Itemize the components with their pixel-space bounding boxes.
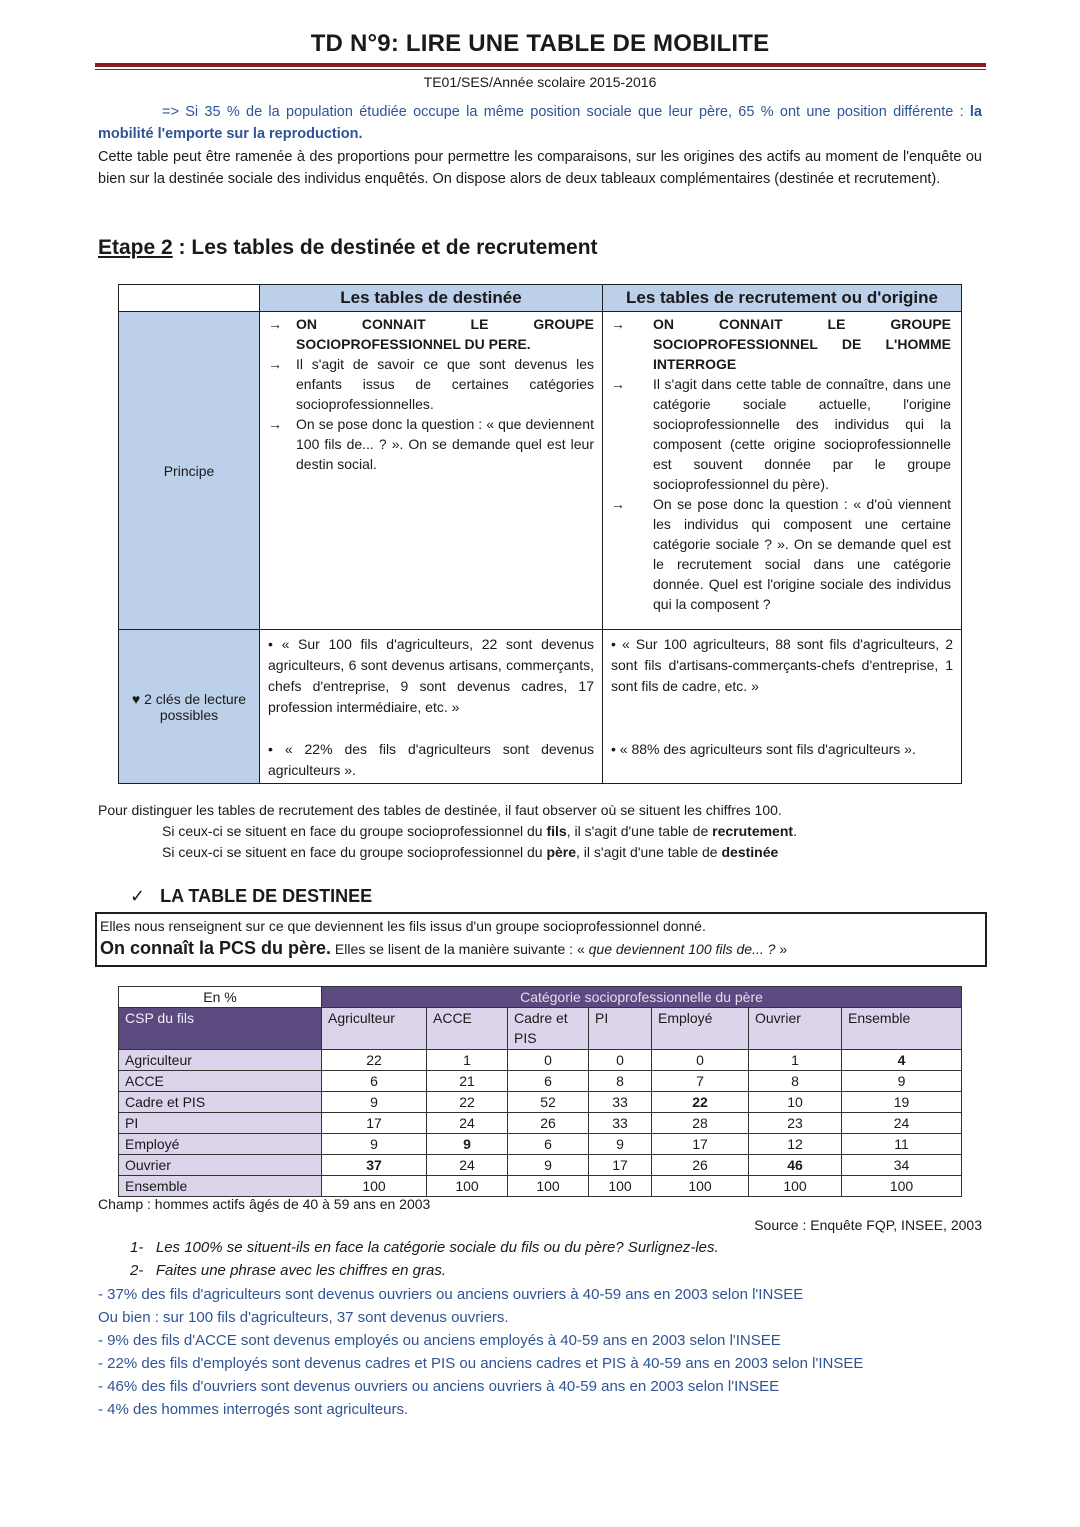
row-cles-label: ♥ 2 clés de lecture possibles xyxy=(119,630,260,784)
answer-line: Ou bien : sur 100 fils d'agriculteurs, 37 sont devenus ouvriers. xyxy=(98,1309,509,1326)
intro-conclusion xyxy=(98,101,982,145)
table-cell: 22 xyxy=(427,1092,508,1113)
note-line-1: Pour distinguer les tables de recrutement des tables de destinée, il faut observer où se situent les chiffres 100. xyxy=(98,802,782,818)
answers-block xyxy=(98,1283,863,1421)
recrutement-principe-cell xyxy=(603,312,962,630)
table-cell: 23 xyxy=(749,1113,842,1134)
table-cell: 22 xyxy=(652,1092,749,1113)
answer-line: - 9% des fils d'ACCE sont devenus employés ou anciens employés à 40-59 ans en 2003 selon l'INSEE xyxy=(98,1332,781,1349)
col-header: Cadre et PIS xyxy=(508,1008,589,1050)
table-cell: 19 xyxy=(842,1092,962,1113)
destinee-cle-2: • « 22% des fils d'agriculteurs sont devenus agriculteurs ». xyxy=(268,741,595,778)
intro-paragraph: Cette table peut être ramenée à des proportions pour permettre les comparaisons, sur les origines des actifs au moment de l'enquête ou bien sur la destinée sociale des individus enquêtés. On dispose alors de deux tableaux complémentaires (destinée et recrutement). xyxy=(98,149,982,187)
destinee-item xyxy=(268,354,594,414)
table-row xyxy=(119,1176,962,1197)
question-2-text: Faites une phrase avec les chiffres en gras. xyxy=(155,1262,447,1279)
table-row xyxy=(119,1092,962,1113)
box-line-2-rest: Elles se lisent de la manière suivante : « xyxy=(331,941,589,957)
table-cell: 6 xyxy=(508,1134,589,1155)
row-principe-label: Principe xyxy=(119,312,260,630)
check-icon: ✓ xyxy=(130,886,146,906)
table-cell: 24 xyxy=(427,1113,508,1134)
row-label: Employé xyxy=(119,1134,322,1155)
table-cell: 9 xyxy=(322,1134,427,1155)
table-cell: 0 xyxy=(652,1050,749,1071)
champ-note: Champ : hommes actifs âgés de 40 à 59 ans en 2003 xyxy=(98,1196,431,1212)
section-heading xyxy=(130,886,372,907)
recrutement-item xyxy=(611,314,951,374)
table-cell: 7 xyxy=(652,1071,749,1092)
note-2-e: . xyxy=(793,823,797,839)
note-line-2 xyxy=(162,821,797,842)
table-row xyxy=(119,1134,962,1155)
dt-top-row xyxy=(119,987,962,1008)
box-line-2-end: » xyxy=(775,941,788,957)
box-line-2 xyxy=(97,936,985,961)
arrow-icon: → xyxy=(611,376,625,392)
col-header: Employé xyxy=(652,1008,749,1050)
question-2 xyxy=(130,1262,446,1279)
table-cell: 10 xyxy=(749,1092,842,1113)
table-cell: 9 xyxy=(589,1134,652,1155)
box-line-2-italic: que deviennent 100 fils de... ? xyxy=(588,941,776,957)
question-1-num: 1- xyxy=(130,1239,144,1256)
table-cell: 26 xyxy=(508,1113,589,1134)
table-cell: 0 xyxy=(589,1050,652,1071)
table-cell: 26 xyxy=(652,1155,749,1176)
table-cell: 8 xyxy=(589,1071,652,1092)
empty-corner-cell xyxy=(119,285,260,312)
recrutement-item xyxy=(611,494,951,614)
table-cell: 17 xyxy=(322,1113,427,1134)
col-header: ACCE xyxy=(427,1008,508,1050)
col-header: Ensemble xyxy=(842,1008,962,1050)
table-cell: 100 xyxy=(427,1176,508,1197)
title-rule-thin xyxy=(95,69,986,70)
destinee-item xyxy=(268,314,594,354)
arrow-icon: → xyxy=(611,496,625,512)
page-subtitle: TE01/SES/Année scolaire 2015-2016 xyxy=(423,74,657,90)
row-label: ACCE xyxy=(119,1071,322,1092)
table-row xyxy=(119,1050,962,1071)
comparison-table xyxy=(118,284,962,784)
recrutement-cles-cell xyxy=(603,630,962,784)
answer-line: - 46% des fils d'ouvriers sont devenus ouvriers ou anciens ouvriers à 40-59 ans en 2003 selon l'INSEE xyxy=(98,1378,780,1395)
table-cell: 9 xyxy=(842,1071,962,1092)
table-cell: 6 xyxy=(508,1071,589,1092)
table-cell: 100 xyxy=(842,1176,962,1197)
note-2-d: recrutement xyxy=(712,823,794,839)
intro-line1-bold: la mobilité l'emporte sur la reproduction. xyxy=(98,104,982,142)
recrutement-item-text: Il s'agit dans cette table de connaître, dans une catégorie sociale actuelle, l'origine socioprofessionnelle des individus qui la composent (cette origine socioprofessionnelle est souvent donnée par le groupe socioprofessionnel du père). xyxy=(653,376,951,492)
destinee-cle-1-text: « Sur 100 fils d'agriculteurs, 22 sont devenus agriculteurs, 6 sont devenus artisans, commerçants, chefs d'entreprise, 9 sont devenus cadres, 17 profession intermédiaire, etc. » xyxy=(268,636,594,715)
destinee-table xyxy=(118,986,962,1197)
row-cles xyxy=(119,630,962,784)
arrow-icon: → xyxy=(268,316,282,332)
intro-line1: => Si 35 % de la population étudiée occupe la même position sociale que leur père, 65 % ont une position différente : xyxy=(162,104,970,120)
table-cell: 8 xyxy=(749,1071,842,1092)
col-header: Agriculteur xyxy=(322,1008,427,1050)
etape-label: Etape 2 xyxy=(98,236,173,259)
row-label: Ouvrier xyxy=(119,1155,322,1176)
table-cell: 52 xyxy=(508,1092,589,1113)
col-header: Ouvrier xyxy=(749,1008,842,1050)
arrow-icon: → xyxy=(268,356,282,372)
note-3-d: destinée xyxy=(721,844,779,860)
col-header: PI xyxy=(589,1008,652,1050)
destinee-item-text: On se pose donc la question : « que deviennent 100 fils de... ? ». On se demande quel est leur destin social. xyxy=(296,416,594,472)
row-principe xyxy=(119,312,962,630)
row-label: Agriculteur xyxy=(119,1050,322,1071)
destinee-cle-2-text: « 22% des fils d'agriculteurs sont devenus agriculteurs ». xyxy=(268,741,595,778)
answer-line: - 4% des hommes interrogés sont agriculteurs. xyxy=(98,1401,409,1418)
etape-heading xyxy=(98,236,598,260)
table-cell: 37 xyxy=(322,1155,427,1176)
recrutement-cle-1: • « Sur 100 agriculteurs, 88 sont fils d'agriculteurs, 2 sont fils d'artisans-commerçants-chefs d'entreprise, 1 sont fils de cadre, etc. » xyxy=(611,636,953,694)
table-cell: 100 xyxy=(508,1176,589,1197)
destinee-item xyxy=(268,414,594,474)
dt-body xyxy=(119,1050,962,1197)
note-3-b: père xyxy=(546,844,577,860)
question-2-num: 2- xyxy=(130,1262,144,1279)
title-rule-thick xyxy=(95,63,986,67)
dt-column-header-row xyxy=(119,1008,962,1050)
unit-cell: En % xyxy=(119,987,322,1008)
note-2-b: fils xyxy=(546,823,567,839)
table-cell: 17 xyxy=(589,1155,652,1176)
row-label: Cadre et PIS xyxy=(119,1092,322,1113)
recrutement-item xyxy=(611,374,951,494)
section-label: LA TABLE DE DESTINEE xyxy=(160,886,373,906)
destinee-principe-cell xyxy=(260,312,603,630)
row-label: PI xyxy=(119,1113,322,1134)
table-cell: 11 xyxy=(842,1134,962,1155)
recrutement-cle-1-text: « Sur 100 agriculteurs, 88 sont fils d'agriculteurs, 2 sont fils d'artisans-commerçants-chefs d'entreprise, 1 sont fils de cadre, etc. » xyxy=(611,636,953,694)
arrow-icon: → xyxy=(268,416,282,432)
group-header: Catégorie socioprofessionnelle du père xyxy=(322,987,962,1008)
col-destinee: Les tables de destinée xyxy=(260,285,603,312)
table-cell: 12 xyxy=(749,1134,842,1155)
table-cell: 100 xyxy=(652,1176,749,1197)
row-header: CSP du fils xyxy=(119,1008,322,1050)
table-cell: 24 xyxy=(427,1155,508,1176)
table-cell: 1 xyxy=(749,1050,842,1071)
answer-line: - 22% des fils d'employés sont devenus cadres et PIS ou anciens cadres et PIS à 40-59 ans en 2003 selon l'INSEE xyxy=(98,1355,864,1372)
box-line-2-bold: On connaît la PCS du père. xyxy=(100,938,332,958)
table-cell: 100 xyxy=(589,1176,652,1197)
table-cell: 28 xyxy=(652,1113,749,1134)
destinee-item-text: ON CONNAIT LE GROUPE SOCIOPROFESSIONNEL DU PERE. xyxy=(296,316,594,352)
recrutement-cle-2: • « 88% des agriculteurs sont fils d'agriculteurs ». xyxy=(611,741,916,757)
recrutement-cle-2-text: « 88% des agriculteurs sont fils d'agriculteurs ». xyxy=(619,741,916,757)
table-cell: 34 xyxy=(842,1155,962,1176)
answer-line: - 37% des fils d'agriculteurs sont devenus ouvriers ou anciens ouvriers à 40-59 ans en 2003 selon l'INSEE xyxy=(98,1286,804,1303)
table-cell: 6 xyxy=(322,1071,427,1092)
table-cell: 0 xyxy=(508,1050,589,1071)
table-cell: 9 xyxy=(427,1134,508,1155)
table-cell: 22 xyxy=(322,1050,427,1071)
note-line-3 xyxy=(162,842,778,863)
page-title: TD N°9: LIRE UNE TABLE DE MOBILITE xyxy=(310,30,770,57)
table-cell: 4 xyxy=(842,1050,962,1071)
note-2-a: Si ceux-ci se situent en face du groupe socioprofessionnel du xyxy=(162,823,547,839)
table-row xyxy=(119,1071,962,1092)
arrow-icon: → xyxy=(611,316,625,332)
comparison-header-row xyxy=(119,285,962,312)
source-note: Source : Enquête FQP, INSEE, 2003 xyxy=(754,1217,982,1233)
table-cell: 100 xyxy=(749,1176,842,1197)
table-cell: 100 xyxy=(322,1176,427,1197)
note-3-a: Si ceux-ci se situent en face du groupe socioprofessionnel du xyxy=(162,844,547,860)
table-cell: 9 xyxy=(322,1092,427,1113)
table-cell: 21 xyxy=(427,1071,508,1092)
table-cell: 33 xyxy=(589,1113,652,1134)
box-line-1: Elles nous renseignent sur ce que deviennent les fils issus d'un groupe socioprofessionnel donné. xyxy=(100,918,706,934)
recrutement-item-text: ON CONNAIT LE GROUPE SOCIOPROFESSIONNEL DE L'HOMME INTERROGE xyxy=(653,316,951,372)
table-cell: 9 xyxy=(508,1155,589,1176)
destinee-cle-1: • « Sur 100 fils d'agriculteurs, 22 sont devenus agriculteurs, 6 sont devenus artisans, commerçants, chefs d'entreprise, 9 sont devenus cadres, 17 profession intermédiaire, etc. » xyxy=(268,636,594,715)
col-recrutement: Les tables de recrutement ou d'origine xyxy=(603,285,962,312)
table-row xyxy=(119,1155,962,1176)
destinee-cles-cell xyxy=(260,630,603,784)
question-1 xyxy=(130,1239,719,1256)
recrutement-item-text: On se pose donc la question : « d'où viennent les individus qui composent une certaine catégorie sociale ? ». On se demande quel est le recrutement social dans une catégorie donnée. Quel est l'origine sociale des individus qui la composent ? xyxy=(653,496,951,612)
definition-box xyxy=(95,912,987,967)
table-cell: 1 xyxy=(427,1050,508,1071)
table-cell: 24 xyxy=(842,1113,962,1134)
etape-title: : Les tables de destinée et de recrutement xyxy=(172,236,598,259)
note-3-c: , il s'agit d'une table de xyxy=(576,844,722,860)
question-1-text: Les 100% se situent-ils en face la catégorie sociale du fils ou du père? Surlignez-les. xyxy=(155,1239,719,1256)
row-label: Ensemble xyxy=(119,1176,322,1197)
table-cell: 46 xyxy=(749,1155,842,1176)
destinee-item-text: Il s'agit de savoir ce que sont devenus les enfants issus de certaines catégories socioprofessionnelles. xyxy=(296,356,594,412)
note-2-c: , il s'agit d'une table de xyxy=(566,823,713,839)
table-cell: 33 xyxy=(589,1092,652,1113)
table-cell: 17 xyxy=(652,1134,749,1155)
table-row xyxy=(119,1113,962,1134)
